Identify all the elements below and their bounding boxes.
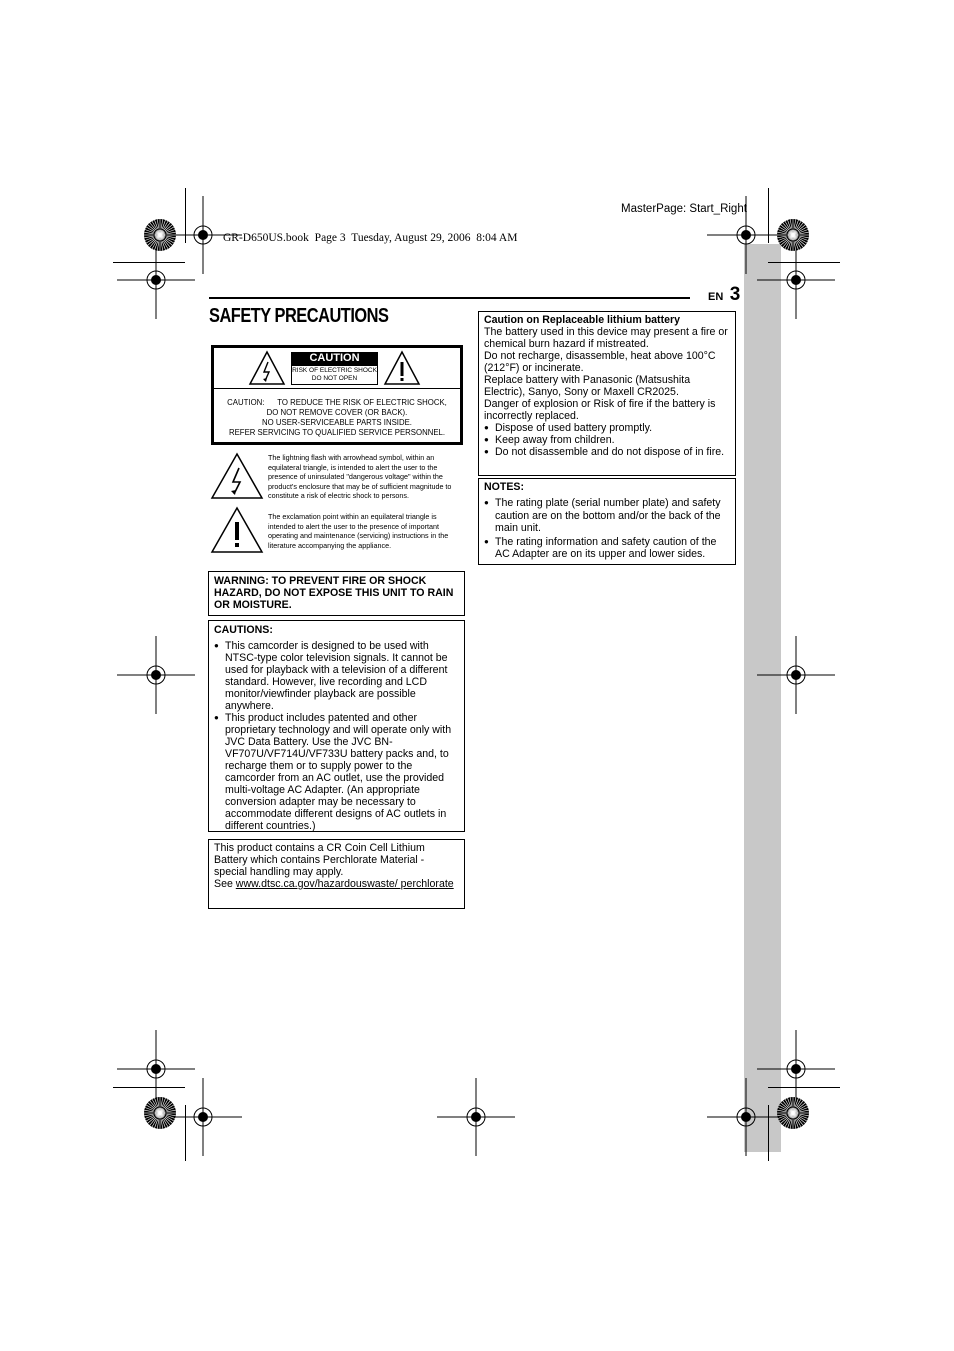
registration-target-icon: [117, 241, 195, 319]
registration-target-icon: [117, 1030, 195, 1108]
caution-line: CAUTION: TO REDUCE THE RISK OF ELECTRIC SHOCK,: [227, 398, 447, 407]
list-item: ● Dispose of used battery promptly.: [484, 422, 730, 434]
cautions-heading: CAUTIONS:: [214, 624, 273, 636]
list-item: ● This camcorder is designed to be used with NTSC-type color television signals. It cannot be used for playback with a television of a different standard. However, live recording and LCD monitor/viewfinder playback are possible anywhere.: [214, 640, 459, 712]
list-item: ● This product includes patented and other proprietary technology and will operate only with JVC Data Battery. Use the JVC BN-VF707U/VF714U/VF733U battery packs and, to recharge them or to supply power to the camcorder from an AC outlet, use the provided multi-voltage AC Adapter. (An appropriate conversion adapter may be necessary to accommodate different designs of AC outlets in different countries.): [214, 712, 459, 832]
registration-target-icon: [757, 241, 835, 319]
notes-list: [484, 497, 730, 561]
language-code: EN: [708, 291, 724, 303]
caution-panel-text: [216, 398, 458, 438]
lithium-para: Do not recharge, disassemble, heat above 100°C (212°F) or incinerate.: [484, 350, 716, 374]
caution-line: NO USER-SERVICEABLE PARTS INSIDE.: [262, 418, 412, 427]
list-item: ● The rating plate (serial number plate) and safety caution are on the bottom and/or the back of the main unit.: [484, 497, 730, 535]
registration-target-icon: [757, 1030, 835, 1108]
lithium-para: Replace battery with Panasonic (Matsushita Electric), Sanyo, Sony or Maxell CR2025.: [484, 374, 691, 398]
starburst-mark-icon: [144, 1097, 176, 1129]
caution-sub-line1: RISK OF ELECTRIC SHOCK: [292, 367, 377, 374]
page-number: 3: [729, 284, 741, 305]
registration-target-icon: [707, 1078, 785, 1156]
starburst-mark-icon: [777, 1097, 809, 1129]
registration-target-icon: [164, 1078, 242, 1156]
lightning-symbol-text: The lightning flash with arrowhead symbol, within an equilateral triangle, is intended to alert the user to the presence of uninsulated "dangerous voltage" within the product's enclosure that may be of sufficient magnitude to constitute a risk of electric shock to persons.: [268, 453, 452, 501]
perchlorate-text: This product contains a CR Coin Cell Lithium Battery which contains Perchlorate Material - special handling may apply.: [214, 842, 425, 878]
perchlorate-link[interactable]: www.dtsc.ca.gov/hazardouswaste/ perchlorate: [235, 878, 454, 890]
caution-label: CAUTION: [291, 352, 378, 365]
lithium-caution-box: [478, 311, 736, 476]
lightning-triangle-icon: [248, 350, 286, 386]
notes-heading: NOTES:: [484, 481, 525, 493]
caution-sub-line2: DO NOT OPEN: [311, 375, 358, 382]
exclamation-triangle-icon: [210, 506, 264, 554]
cautions-box: [208, 620, 465, 832]
lightning-triangle-icon: [210, 452, 264, 500]
list-item: ● Do not disassemble and do not dispose of in fire.: [484, 446, 730, 458]
registration-target-icon: [437, 1078, 515, 1156]
lithium-list: [484, 422, 730, 458]
registration-target-icon: [117, 636, 195, 714]
title-rule: [209, 297, 690, 299]
lithium-heading: Caution on Replaceable lithium battery: [484, 314, 681, 326]
list-item: ● Keep away from children.: [484, 434, 730, 446]
see-label: See: [214, 878, 236, 890]
starburst-mark-icon: [144, 219, 176, 251]
masterpage-label: MasterPage: Start_Right: [621, 203, 747, 215]
warning-text: WARNING: TO PREVENT FIRE OR SHOCK HAZARD, DO NOT EXPOSE THIS UNIT TO RAIN OR MOISTURE.: [214, 575, 454, 611]
lithium-para: The battery used in this device may present a fire or chemical burn hazard if mistreated.: [484, 326, 728, 350]
page-title: SAFETY PRECAUTIONS: [209, 305, 389, 327]
lithium-para: Danger of explosion or Risk of fire if the battery is incorrectly replaced.: [484, 398, 716, 422]
warning-box: [208, 571, 465, 616]
list-item: ● The rating information and safety caution of the AC Adapter are on its upper and lower sides.: [484, 536, 730, 561]
cautions-list: [214, 640, 459, 832]
caution-sublabel: [291, 365, 378, 385]
page-number-block: [708, 284, 740, 306]
book-info: GR-D650US.book Page 3 Tuesday, August 29, 2006 8:04 AM: [223, 232, 518, 244]
caution-line: DO NOT REMOVE COVER (OR BACK).: [266, 408, 408, 417]
notes-box: [478, 478, 736, 565]
exclamation-triangle-icon: [383, 350, 421, 386]
registration-target-icon: [757, 636, 835, 714]
exclamation-symbol-text: The exclamation point within an equilateral triangle is intended to alert the user to the presence of important operating and maintenance (servicing) instructions in the literature accompanying the appliance.: [268, 512, 449, 550]
caution-divider: [214, 388, 460, 389]
starburst-mark-icon: [777, 219, 809, 251]
perchlorate-box: [208, 839, 465, 909]
caution-line: REFER SERVICING TO QUALIFIED SERVICE PERSONNEL.: [228, 428, 446, 437]
